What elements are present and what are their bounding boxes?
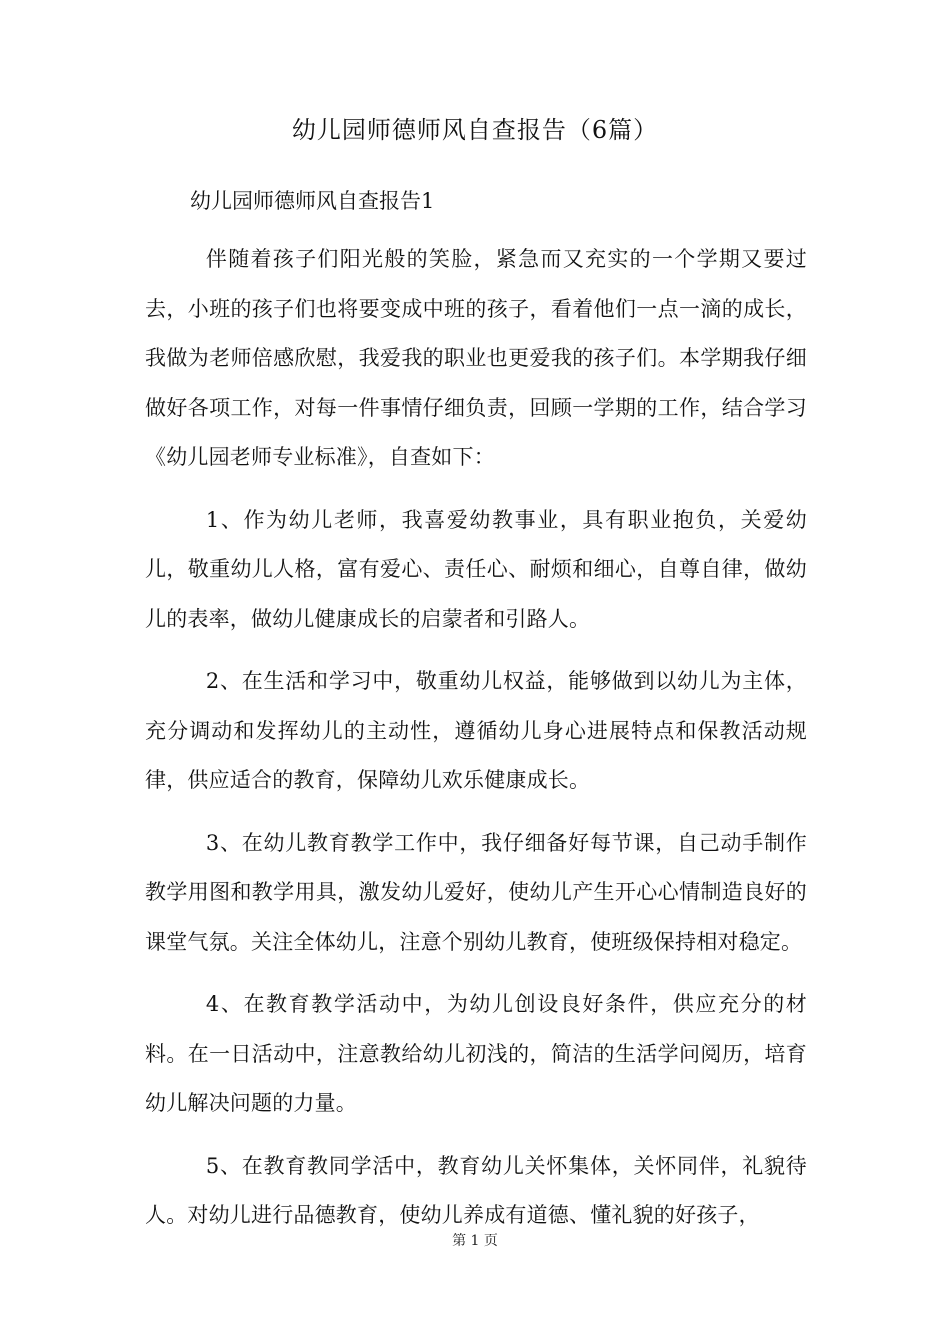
paragraph-intro: 伴随着孩子们阳光般的笑脸，紧急而又充实的一个学期又要过去，小班的孩子们也将要变成中班的孩子，看着他们一点一滴的成长，我做为老师倍感欣慰，我爱我的职业也更爱我的孩子们。本学期我仔细做好各项工作，对每一件事情仔细负责，回顾一学期的工作，结合学习《幼儿园老师专业标准》，自查如下： [145,247,807,469]
paragraph-item-3: 3、在幼儿教育教学工作中，我仔细备好每节课，自己动手制作教学用图和教学用具，激发幼儿爱好，使幼儿产生开心心情制造良好的课堂气氛。关注全体幼儿，注意个别幼儿教育，使班级保持相对稳定。 [145,830,807,954]
section-subtitle: 幼儿园师德师风自查报告1 [190,189,435,213]
page-number: 第 1 页 [452,1233,498,1249]
paragraph-item-2: 2、在生活和学习中，敬重幼儿权益，能够做到以幼儿为主体，充分调动和发挥幼儿的主动性，遵循幼儿身心进展特点和保教活动规律，供应适合的教育，保障幼儿欢乐健康成长。 [145,669,807,792]
paragraph-item-5: 5、在教育教同学活中，教育幼儿关怀集体，关怀同伴，礼貌待人。对幼儿进行品德教育，使幼儿养成有道德、懂礼貌的好孩子， [145,1153,807,1227]
paragraph-item-4: 4、在教育教学活动中，为幼儿创设良好条件，供应充分的材料。在一日活动中，注意教给幼儿初浅的，简洁的生活学问阅历，培育幼儿解决问题的力量。 [145,992,807,1115]
document-title: 幼儿园师德师风自查报告（6篇） [291,116,659,144]
paragraph-item-1: 1、作为幼儿老师，我喜爱幼教事业，具有职业抱负，关爱幼儿，敬重幼儿人格，富有爱心、责任心、耐烦和细心，自尊自律，做幼儿的表率，做幼儿健康成长的启蒙者和引路人。 [145,507,807,631]
document-body [145,235,807,1254]
